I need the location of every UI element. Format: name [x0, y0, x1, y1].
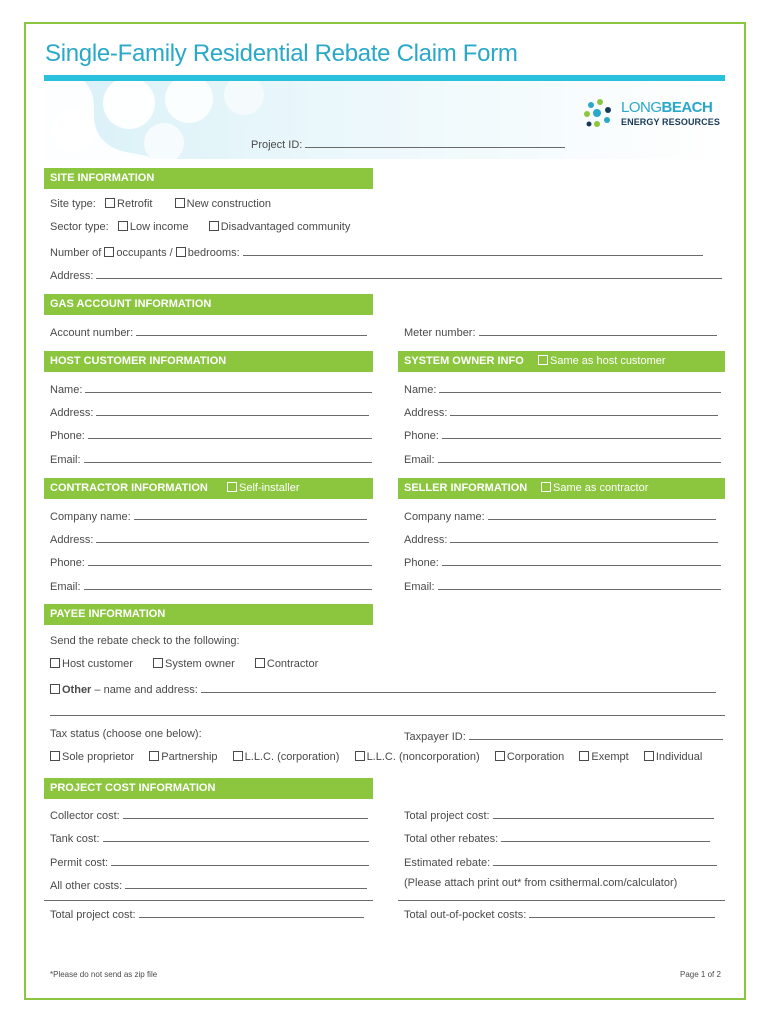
checkbox-icon [175, 198, 185, 208]
tax-exempt[interactable]: Exempt [579, 751, 628, 763]
tax-llc-corporation[interactable]: L.L.C. (corporation) [233, 751, 340, 763]
checkbox-icon [50, 684, 60, 694]
footer-note: *Please do not send as zip file [50, 970, 158, 979]
section-system-owner: SYSTEM OWNER INFO Same as host customer [398, 351, 725, 372]
cost-divider-left [44, 900, 373, 901]
section-payee: PAYEE INFORMATION [44, 604, 373, 625]
checkbox-icon [209, 221, 219, 231]
checkbox-icon [255, 658, 265, 668]
payee-host-customer[interactable]: Host customer [50, 658, 133, 670]
contractor-email-field[interactable]: Email: [50, 578, 372, 593]
seller-phone-field[interactable]: Phone: [404, 554, 721, 569]
tax-sole-proprietor[interactable]: Sole proprietor [50, 751, 134, 763]
section-host-customer: HOST CUSTOMER INFORMATION [44, 351, 373, 372]
payee-options-row [50, 658, 318, 670]
total-out-of-pocket-field[interactable]: Total out-of-pocket costs: [404, 906, 715, 921]
host-phone-field[interactable]: Phone: [50, 427, 372, 442]
checkbox-icon [104, 247, 114, 257]
calculator-note: (Please attach print out* from csithermal.com/calculator) [404, 877, 678, 889]
checkbox-icon [176, 247, 186, 257]
contractor-phone-field[interactable]: Phone: [50, 554, 372, 569]
same-as-contractor-option[interactable]: Same as contractor [541, 478, 648, 499]
payee-system-owner[interactable]: System owner [153, 658, 235, 670]
seller-address-field[interactable]: Address: [404, 531, 718, 546]
meter-number-field[interactable]: Meter number: [404, 324, 717, 339]
checkbox-icon [50, 658, 60, 668]
checkbox-icon [50, 751, 60, 761]
permit-cost-field[interactable]: Permit cost: [50, 854, 369, 869]
checkbox-icon [233, 751, 243, 761]
tax-corporation[interactable]: Corporation [495, 751, 564, 763]
checkbox-icon [538, 355, 548, 365]
seller-email-field[interactable]: Email: [404, 578, 721, 593]
occupants-bedrooms-row[interactable]: Number of occupants / bedrooms: [50, 244, 703, 259]
tax-status-label: Tax status (choose one below): [50, 728, 202, 740]
checkbox-icon [541, 482, 551, 492]
page-number: Page 1 of 2 [680, 970, 721, 979]
owner-email-field[interactable]: Email: [404, 451, 721, 466]
checkbox-icon [153, 658, 163, 668]
contractor-address-field[interactable]: Address: [50, 531, 369, 546]
owner-phone-field[interactable]: Phone: [404, 427, 721, 442]
tank-cost-field[interactable]: Tank cost: [50, 830, 369, 845]
site-address-field[interactable]: Address: [50, 267, 722, 282]
payee-contractor[interactable]: Contractor [255, 658, 318, 670]
account-number-field[interactable]: Account number: [50, 324, 367, 339]
site-type-retrofit[interactable]: Retrofit [105, 198, 152, 210]
section-project-cost: PROJECT COST INFORMATION [44, 778, 373, 799]
collector-cost-field[interactable]: Collector cost: [50, 807, 368, 822]
tax-llc-noncorporation[interactable]: L.L.C. (noncorporation) [355, 751, 480, 763]
tax-status-options [50, 751, 702, 763]
logo-wordmark: LONGBEACH [621, 99, 713, 116]
site-type-new-construction[interactable]: New construction [175, 198, 271, 210]
checkbox-icon [227, 482, 237, 492]
tax-individual[interactable]: Individual [644, 751, 702, 763]
section-contractor: CONTRACTOR INFORMATION Self-installer [44, 478, 373, 499]
host-address-field[interactable]: Address: [50, 404, 369, 419]
sector-low-income[interactable]: Low income [118, 221, 189, 233]
logo-subtitle: ENERGY RESOURCES [621, 117, 720, 127]
sector-disadvantaged-community[interactable]: Disadvantaged community [209, 221, 351, 233]
checkbox-icon [355, 751, 365, 761]
owner-name-field[interactable]: Name: [404, 381, 721, 396]
estimated-rebate-field[interactable]: Estimated rebate: [404, 854, 717, 869]
payee-other-field[interactable]: Other – name and address: [50, 681, 716, 696]
owner-address-field[interactable]: Address: [404, 404, 718, 419]
seller-company-field[interactable]: Company name: [404, 508, 716, 523]
project-id-field[interactable]: Project ID: [251, 136, 565, 151]
sector-type-row: Sector type: Low income Disadvantaged community [50, 221, 351, 233]
site-type-row: Site type: Retrofit New construction [50, 198, 271, 210]
section-gas-account: GAS ACCOUNT INFORMATION [44, 294, 373, 315]
section-site-information: SITE INFORMATION [44, 168, 373, 189]
contractor-company-field[interactable]: Company name: [50, 508, 367, 523]
taxpayer-id-field[interactable]: Taxpayer ID: [404, 728, 723, 743]
page-title: Single-Family Residential Rebate Claim Form [45, 40, 518, 67]
total-other-rebates-field[interactable]: Total other rebates: [404, 830, 710, 845]
long-beach-logo [583, 95, 733, 135]
checkbox-icon [105, 198, 115, 208]
checkbox-icon [579, 751, 589, 761]
section-seller: SELLER INFORMATION Same as contractor [398, 478, 725, 499]
checkbox-icon [149, 751, 159, 761]
self-installer-option[interactable]: Self-installer [227, 478, 300, 499]
checkbox-icon [118, 221, 128, 231]
same-as-host-option[interactable]: Same as host customer [538, 351, 666, 372]
total-project-cost-left-field[interactable]: Total project cost: [50, 906, 364, 921]
host-email-field[interactable]: Email: [50, 451, 372, 466]
total-project-cost-field[interactable]: Total project cost: [404, 807, 714, 822]
logo-mark-icon [583, 97, 617, 131]
all-other-costs-field[interactable]: All other costs: [50, 877, 367, 892]
cost-divider-right [398, 900, 725, 901]
payee-other-line2[interactable] [50, 715, 725, 716]
host-name-field[interactable]: Name: [50, 381, 372, 396]
payee-instruction: Send the rebate check to the following: [50, 635, 240, 647]
checkbox-icon [644, 751, 654, 761]
tax-partnership[interactable]: Partnership [149, 751, 217, 763]
checkbox-icon [495, 751, 505, 761]
